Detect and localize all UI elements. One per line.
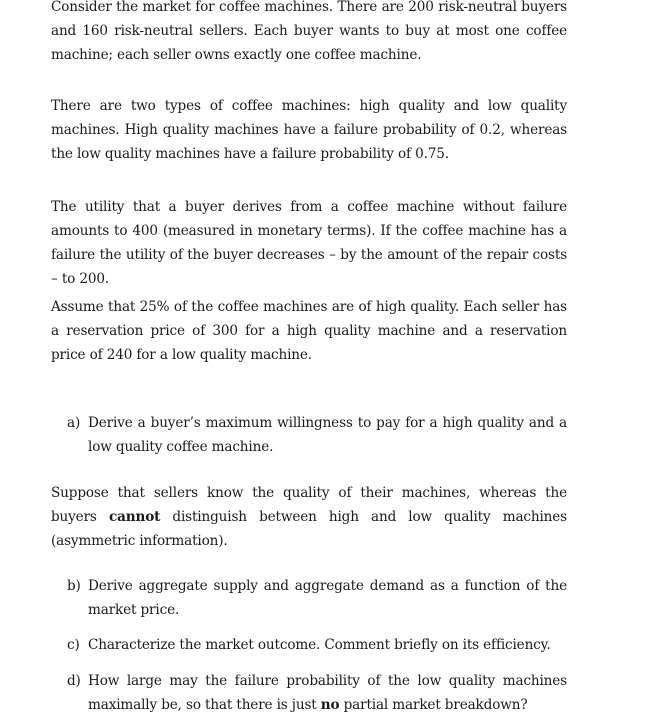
question-d-text-bold: no <box>320 697 340 713</box>
question-d <box>67 669 567 717</box>
question-d-label: d) <box>67 673 81 689</box>
paragraph-machine-types: There are two types of coffee machines: high quality and low quality machines. High quality machines have a failure probability of 0.2, whereas the low quality machines have a failure probability of 0.75. <box>51 98 567 162</box>
question-c-label: c) <box>67 637 80 653</box>
question-a-label: a) <box>67 415 81 431</box>
paragraph-market-setup: Consider the market for coffee machines. There are 200 risk-neutral buyers and 160 risk-neutral sellers. Each buyer wants to buy at most one coffee machine; each seller owns exactly one coffee machine. <box>51 0 567 63</box>
asymmetric-text-before: Suppose that sellers know the quality of their machines, whereas the buyers <box>51 485 567 525</box>
paragraph-share-high-quality: Assume that 25% of the coffee machines are of high quality. Each seller has a reservation price of 300 for a high quality machine and a reservation price of 240 for a low quality machine. <box>51 299 567 363</box>
paragraph-utility: The utility that a buyer derives from a coffee machine without failure amounts to 400 (measured in monetary terms). If the coffee machine has a failure the utility of the buyer decreases – by the amount of the repair costs – to 200. <box>51 199 567 287</box>
question-b-text: Derive aggregate supply and aggregate demand as a function of the market price. <box>88 578 567 618</box>
question-a-text: Derive a buyer’s maximum willingness to pay for a high quality and a low quality coffee machine. <box>88 415 567 455</box>
question-b <box>67 574 567 622</box>
paragraph-asymmetric-information <box>51 481 567 553</box>
question-d-text <box>88 669 567 717</box>
question-d-text-after: partial market breakdown? <box>339 697 528 713</box>
question-a <box>67 411 567 459</box>
question-c <box>67 633 567 657</box>
question-c-text: Characterize the market outcome. Comment briefly on its efficiency. <box>88 637 551 653</box>
question-b-label: b) <box>67 578 81 594</box>
asymmetric-text-after: distinguish between high and low quality machines (asymmetric information). <box>51 509 567 549</box>
asymmetric-text-bold: cannot <box>108 509 161 525</box>
question-d-text-before: How large may the failure probability of the low quality machines maximally be, so that there is just <box>88 673 567 713</box>
